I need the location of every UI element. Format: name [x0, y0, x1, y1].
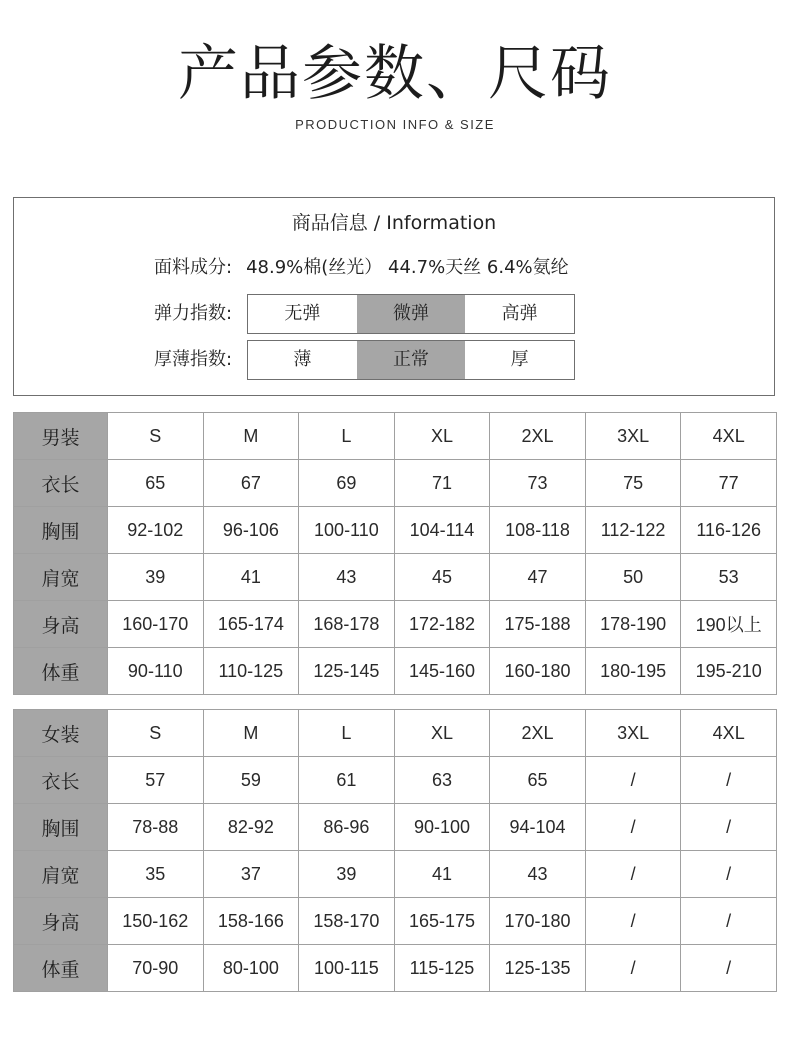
table-row	[14, 507, 777, 554]
table-cell: 35	[108, 851, 204, 898]
row-label: 体重	[14, 648, 108, 695]
thickness-option: 厚	[510, 349, 529, 370]
table-cell: 39	[108, 554, 204, 601]
table-cell: 41	[394, 851, 490, 898]
table-cell: 41	[203, 554, 299, 601]
table-row	[14, 601, 777, 648]
row-label: 衣长	[14, 757, 108, 804]
table-cell: 80-100	[203, 945, 299, 992]
page-title: 产品参数、尺码	[178, 39, 612, 109]
table-cell: 70-90	[108, 945, 204, 992]
table-cell: 43	[490, 851, 586, 898]
table-cell: /	[681, 851, 777, 898]
table-cell: 165-174	[203, 601, 299, 648]
table-cell: 150-162	[108, 898, 204, 945]
table-cell: 172-182	[394, 601, 490, 648]
table-cell: 43	[299, 554, 395, 601]
table-cell: /	[585, 757, 681, 804]
row-label: 胸围	[14, 804, 108, 851]
table-cell: /	[681, 804, 777, 851]
table-row	[14, 460, 777, 507]
table-cell: 45	[394, 554, 490, 601]
table-cell: 65	[490, 757, 586, 804]
table-cell: 145-160	[394, 648, 490, 695]
row-label: 男装	[14, 413, 108, 460]
table-cell: 165-175	[394, 898, 490, 945]
size-header-cell: 3XL	[585, 710, 681, 757]
size-header-cell: 4XL	[681, 710, 777, 757]
table-cell: 125-145	[299, 648, 395, 695]
table-cell: 110-125	[203, 648, 299, 695]
table-cell: 82-92	[203, 804, 299, 851]
table-cell: 57	[108, 757, 204, 804]
table-cell: 67	[203, 460, 299, 507]
table-cell: 160-180	[490, 648, 586, 695]
table-cell: 75	[585, 460, 681, 507]
table-cell: 100-115	[299, 945, 395, 992]
table-row	[14, 945, 777, 992]
elasticity-scale	[247, 294, 575, 334]
table-cell: 112-122	[585, 507, 681, 554]
table-cell: 125-135	[490, 945, 586, 992]
table-cell: 78-88	[108, 804, 204, 851]
thickness-scale	[247, 340, 575, 380]
table-cell: 69	[299, 460, 395, 507]
elasticity-label: 弹力指数:	[154, 303, 233, 324]
table-cell: 59	[203, 757, 299, 804]
table-cell: 180-195	[585, 648, 681, 695]
elasticity-option-selected: 微弹	[357, 295, 466, 333]
size-header-cell: 2XL	[490, 710, 586, 757]
table-cell: 73	[490, 460, 586, 507]
table-cell: 77	[681, 460, 777, 507]
fabric-row	[154, 253, 569, 279]
table-cell: 115-125	[394, 945, 490, 992]
table-cell: 104-114	[394, 507, 490, 554]
table-cell: 175-188	[490, 601, 586, 648]
fabric-value: 48.9%棉(丝光） 44.7%天丝 6.4%氨纶	[246, 257, 569, 278]
row-label: 衣长	[14, 460, 108, 507]
table-cell: 86-96	[299, 804, 395, 851]
row-label: 身高	[14, 898, 108, 945]
row-label: 肩宽	[14, 851, 108, 898]
table-cell: 63	[394, 757, 490, 804]
size-header-cell: L	[299, 413, 395, 460]
table-row	[14, 804, 777, 851]
size-header-cell: XL	[394, 413, 490, 460]
table-row	[14, 898, 777, 945]
table-cell: 96-106	[203, 507, 299, 554]
thickness-option-selected: 正常	[357, 341, 466, 379]
elasticity-option: 无弹	[284, 303, 321, 324]
mens-size-table	[13, 412, 777, 695]
table-cell: 71	[394, 460, 490, 507]
size-header-cell: M	[203, 710, 299, 757]
table-row	[14, 554, 777, 601]
table-cell: 108-118	[490, 507, 586, 554]
table-header-row	[14, 413, 777, 460]
table-cell: 90-100	[394, 804, 490, 851]
table-header-row	[14, 710, 777, 757]
elasticity-option: 高弹	[501, 303, 538, 324]
table-cell: 170-180	[490, 898, 586, 945]
size-header-cell: 2XL	[490, 413, 586, 460]
table-cell: 61	[299, 757, 395, 804]
table-cell: 53	[681, 554, 777, 601]
table-cell: /	[585, 945, 681, 992]
thickness-label: 厚薄指数:	[154, 349, 233, 370]
table-cell: 94-104	[490, 804, 586, 851]
table-row	[14, 648, 777, 695]
table-cell: 195-210	[681, 648, 777, 695]
table-cell: 92-102	[108, 507, 204, 554]
row-label: 肩宽	[14, 554, 108, 601]
table-cell: /	[681, 945, 777, 992]
table-cell: 160-170	[108, 601, 204, 648]
table-cell: 37	[203, 851, 299, 898]
table-cell: 116-126	[681, 507, 777, 554]
table-row	[14, 851, 777, 898]
table-cell: 190以上	[681, 601, 777, 648]
size-header-cell: S	[108, 413, 204, 460]
table-cell: /	[585, 804, 681, 851]
thickness-option: 薄	[293, 349, 312, 370]
size-header-cell: XL	[394, 710, 490, 757]
table-cell: /	[681, 757, 777, 804]
size-header-cell: 3XL	[585, 413, 681, 460]
table-cell: 158-166	[203, 898, 299, 945]
page-subtitle: PRODUCTION INFO & SIZE	[295, 117, 495, 132]
table-cell: /	[681, 898, 777, 945]
table-cell: 90-110	[108, 648, 204, 695]
table-row	[14, 757, 777, 804]
size-header-cell: L	[299, 710, 395, 757]
size-header-cell: S	[108, 710, 204, 757]
row-label: 体重	[14, 945, 108, 992]
table-cell: 178-190	[585, 601, 681, 648]
table-cell: /	[585, 851, 681, 898]
table-cell: /	[585, 898, 681, 945]
table-cell: 50	[585, 554, 681, 601]
row-label: 胸围	[14, 507, 108, 554]
size-header-cell: 4XL	[681, 413, 777, 460]
info-title: 商品信息 / Information	[291, 212, 497, 234]
table-cell: 100-110	[299, 507, 395, 554]
table-cell: 47	[490, 554, 586, 601]
row-label: 身高	[14, 601, 108, 648]
product-info-box	[13, 197, 775, 396]
size-header-cell: M	[203, 413, 299, 460]
table-cell: 158-170	[299, 898, 395, 945]
womens-size-table	[13, 709, 777, 992]
table-cell: 39	[299, 851, 395, 898]
table-cell: 168-178	[299, 601, 395, 648]
row-label: 女装	[14, 710, 108, 757]
table-cell: 65	[108, 460, 204, 507]
fabric-label: 面料成分:	[154, 257, 233, 278]
